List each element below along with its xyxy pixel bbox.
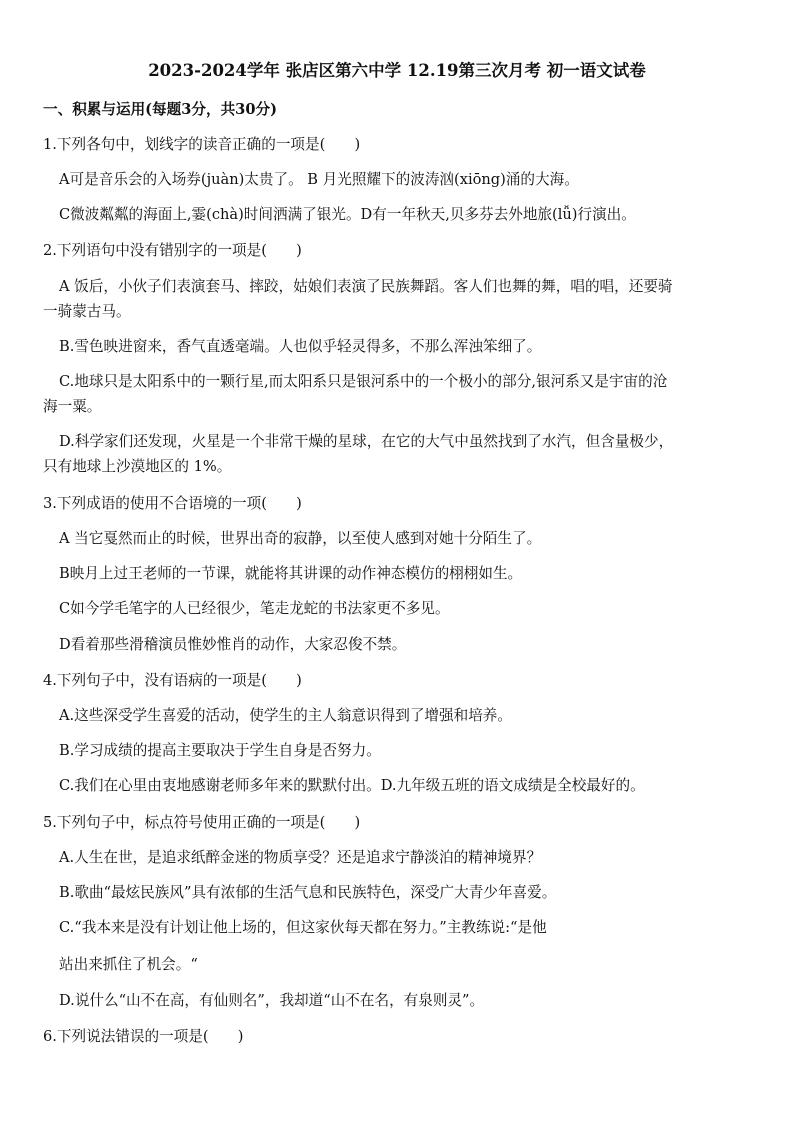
question-5-option-b: B.歌曲“最炫民族风”具有浓郁的生活气息和民族特色，深受广大青少年喜爱。	[59, 884, 557, 901]
question-5-option-d: D.说什么“山不在高，有仙则名”，我却道“山不在名，有泉则灵”。	[59, 992, 485, 1009]
question-3-option-d: D看着那些滑稽演员惟妙惟肖的动作，大家忍俊不禁。	[59, 636, 407, 653]
question-2-option-d: D.科学家们还发现，火星是一个非常干燥的星球，在它的大气中虽然找到了水汽，但含量极少，	[59, 433, 674, 450]
question-2-option-c-cont: 海一粟。	[43, 398, 102, 415]
question-2-option-c: C.地球只是太阳系中的一颗行星,而太阳系只是银河系中的一个极小的部分,银河系又是宇宙的沧	[59, 373, 668, 390]
question-3-stem: 3.下列成语的使用不合语境的一项( )	[43, 495, 302, 512]
question-4-option-b: B.学习成绩的提高主要取决于学生自身是否努力。	[59, 742, 381, 759]
question-4-stem: 4.下列句子中，没有语病的一项是( )	[43, 672, 302, 689]
section-heading: 一、积累与运用(每题3分，共30分)	[43, 101, 277, 118]
question-2-stem: 2.下列语句中没有错别字的一项是( )	[43, 242, 302, 259]
question-5-option-a: A.人生在世，是追求纸醉金迷的物质享受？还是追求宁静淡泊的精神境界？	[59, 849, 542, 866]
question-4-options-cd: C.我们在心里由衷地感谢老师多年来的默默付出。D.九年级五班的语文成绩是全校最好的。	[59, 777, 645, 794]
question-2-option-a-cont: 一骑蒙古马。	[43, 303, 131, 320]
question-2-option-d-cont: 只有地球上沙漠地区的 1%。	[43, 458, 232, 475]
question-5-option-c-cont: 站出来抓住了机会。“	[59, 956, 198, 973]
question-4-option-a: A.这些深受学生喜爱的活动，使学生的主人翁意识得到了增强和培养。	[59, 707, 512, 724]
question-1-stem: 1.下列各句中，划线字的读音正确的一项是( )	[43, 136, 361, 153]
question-1-options-ab: A可是音乐会的入场券(juàn)太贵了。 B 月光照耀下的波涛汹(xiōng)涌的大海。	[59, 171, 579, 188]
question-5-option-c: C.“我本来是没有计划让他上场的，但这家伙每天都在努力。”主教练说:“是他	[59, 919, 547, 936]
question-6-stem: 6.下列说法错误的一项是( )	[43, 1028, 244, 1045]
question-5-stem: 5.下列句子中，标点符号使用正确的一项是( )	[43, 814, 361, 831]
page-title: 2023-2024学年 张店区第六中学 12.19第三次月考 初一语文试卷	[148, 61, 646, 80]
question-2-option-b: B.雪色映进窗来，香气直透毫端。人也似乎轻灵得多，不那么浑浊笨细了。	[59, 338, 542, 355]
question-3-option-a: A 当它戛然而止的时候，世界出奇的寂静，以至使人感到对她十分陌生了。	[59, 530, 542, 547]
question-2-option-a: A 饭后，小伙子们表演套马、摔跤，姑娘们表演了民族舞蹈。客人们也舞的舞，唱的唱，还要骑	[59, 278, 673, 295]
question-3-option-c: C如今学毛笔字的人已经很少，笔走龙蛇的书法家更不多见。	[59, 600, 450, 617]
question-1-options-cd: C微波粼粼的海面上,霎(chà)时间洒满了银光。D有一年秋天,贝多芬去外地旅(lǚ)行演出。	[59, 206, 636, 223]
question-3-option-b: B映月上过王老师的一节课，就能将其讲课的动作神态模仿的栩栩如生。	[59, 565, 523, 582]
